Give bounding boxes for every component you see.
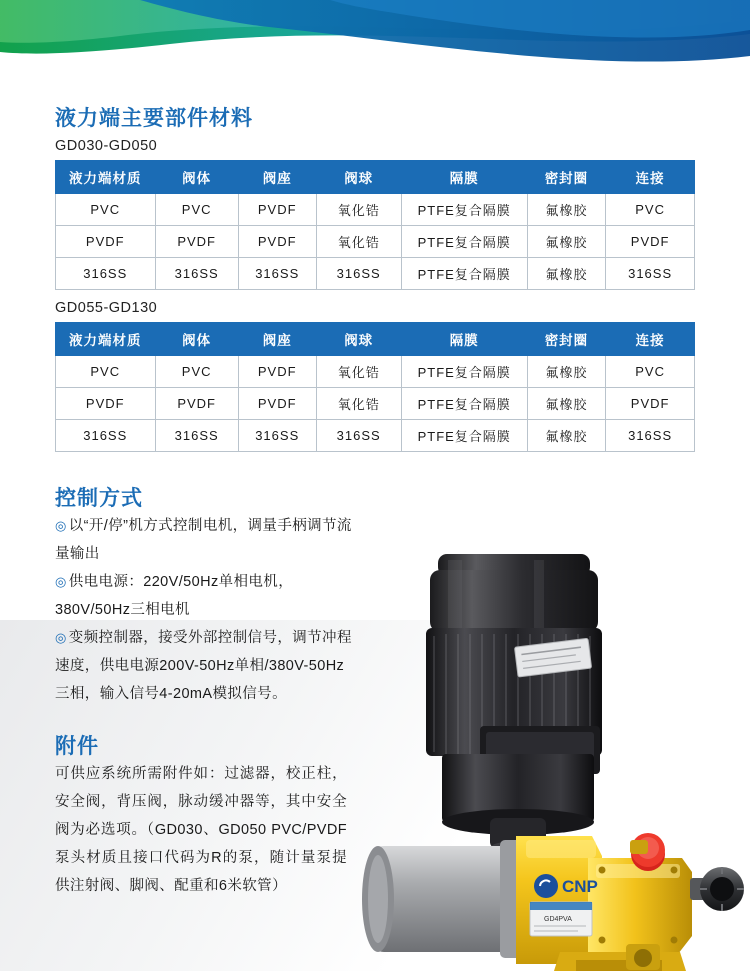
cell: PTFE复合隔膜: [401, 388, 527, 420]
col-header: 阀座: [238, 323, 316, 356]
cell: 氟橡胶: [527, 258, 606, 290]
col-header: 密封圈: [527, 161, 606, 194]
cell: 316SS: [155, 420, 238, 452]
cell: PVC: [155, 194, 238, 226]
table-header-row: [56, 323, 695, 356]
cell: PVDF: [606, 388, 695, 420]
cell: 氧化锆: [316, 194, 401, 226]
cell: PVDF: [238, 356, 316, 388]
cell: 316SS: [316, 420, 401, 452]
control-item-2-text: 供电电源：220V/50Hz单相电机，380V/50Hz三相电机: [55, 574, 294, 618]
col-header: 阀球: [316, 323, 401, 356]
cell: 316SS: [606, 258, 695, 290]
cell: PTFE复合隔膜: [401, 226, 527, 258]
control-item-2: [55, 568, 355, 624]
col-header: 连接: [606, 323, 695, 356]
col-header: 隔膜: [401, 323, 527, 356]
svg-text:CNP: CNP: [562, 877, 598, 896]
cell: 316SS: [606, 420, 695, 452]
table-row: [56, 388, 695, 420]
table-row: [56, 356, 695, 388]
cell: PVDF: [56, 388, 156, 420]
col-header: 阀体: [155, 161, 238, 194]
cell: 氟橡胶: [527, 420, 606, 452]
cell: PVDF: [155, 226, 238, 258]
col-header: 隔膜: [401, 161, 527, 194]
cell: 316SS: [155, 258, 238, 290]
cell: PTFE复合隔膜: [401, 356, 527, 388]
cell: 316SS: [238, 258, 316, 290]
cell: 氧化锆: [316, 356, 401, 388]
cell: PTFE复合隔膜: [401, 258, 527, 290]
cell: PTFE复合隔膜: [401, 194, 527, 226]
col-header: 液力端材质: [56, 161, 156, 194]
cell: 氟橡胶: [527, 226, 606, 258]
table-row: [56, 258, 695, 290]
cell: 氟橡胶: [527, 194, 606, 226]
cell: 氧化锆: [316, 226, 401, 258]
cell: PVC: [606, 356, 695, 388]
cell: PVDF: [155, 388, 238, 420]
control-item-3-text: 变频控制器，接受外部控制信号，调节冲程速度，供电电源200V-50Hz单相/380V-50Hz三相，输入信号4-20mA模拟信号。: [55, 630, 352, 702]
table1-caption: GD030-GD050: [55, 138, 158, 154]
bullet-icon: ◎: [55, 630, 67, 645]
table-row: [56, 420, 695, 452]
control-item-1-text: 以“开/停”机方式控制电机，调量手柄调节流量输出: [55, 518, 352, 562]
cell: 氟橡胶: [527, 388, 606, 420]
table-row: [56, 194, 695, 226]
cell: PVDF: [238, 226, 316, 258]
cell: PVC: [56, 356, 156, 388]
cell: PVC: [155, 356, 238, 388]
bullet-icon: ◎: [55, 518, 67, 533]
materials-table-gd030-gd050: [55, 160, 695, 290]
cell: 316SS: [238, 420, 316, 452]
col-header: 阀球: [316, 161, 401, 194]
cell: PVDF: [606, 226, 695, 258]
materials-table-gd055-gd130: [55, 322, 695, 452]
col-header: 液力端材质: [56, 323, 156, 356]
section-title-control: 控制方式: [55, 487, 143, 510]
control-item-1: [55, 512, 355, 568]
section-title-materials: 液力端主要部件材料: [55, 107, 253, 130]
cell: PVC: [56, 194, 156, 226]
table-header-row: [56, 161, 695, 194]
cell: 316SS: [56, 420, 156, 452]
col-header: 阀体: [155, 323, 238, 356]
cell: 316SS: [56, 258, 156, 290]
cell: PVDF: [238, 194, 316, 226]
cell: PVC: [606, 194, 695, 226]
cell: PVDF: [56, 226, 156, 258]
cell: 氟橡胶: [527, 356, 606, 388]
accessory-text: 可供应系统所需附件如：过滤器，校正柱，安全阀，背压阀，脉动缓冲器等，其中安全阀为必选项。（GD030、GD050 PVC/PVDF泵头材质且接口代码为R的泵，随计量泵提供注射阀、脚阀、配重和6米软管）: [55, 766, 347, 894]
col-header: 连接: [606, 161, 695, 194]
table2-caption: GD055-GD130: [55, 300, 158, 316]
col-header: 密封圈: [527, 323, 606, 356]
cell: 316SS: [316, 258, 401, 290]
table-row: [56, 226, 695, 258]
svg-text:GD4PVA: GD4PVA: [544, 916, 572, 923]
col-header: 阀座: [238, 161, 316, 194]
control-item-3: [55, 624, 355, 708]
cell: PTFE复合隔膜: [401, 420, 527, 452]
cell: PVDF: [238, 388, 316, 420]
bullet-icon: ◎: [55, 574, 67, 589]
section-title-accessory: 附件: [55, 735, 99, 758]
cell: 氧化锆: [316, 388, 401, 420]
